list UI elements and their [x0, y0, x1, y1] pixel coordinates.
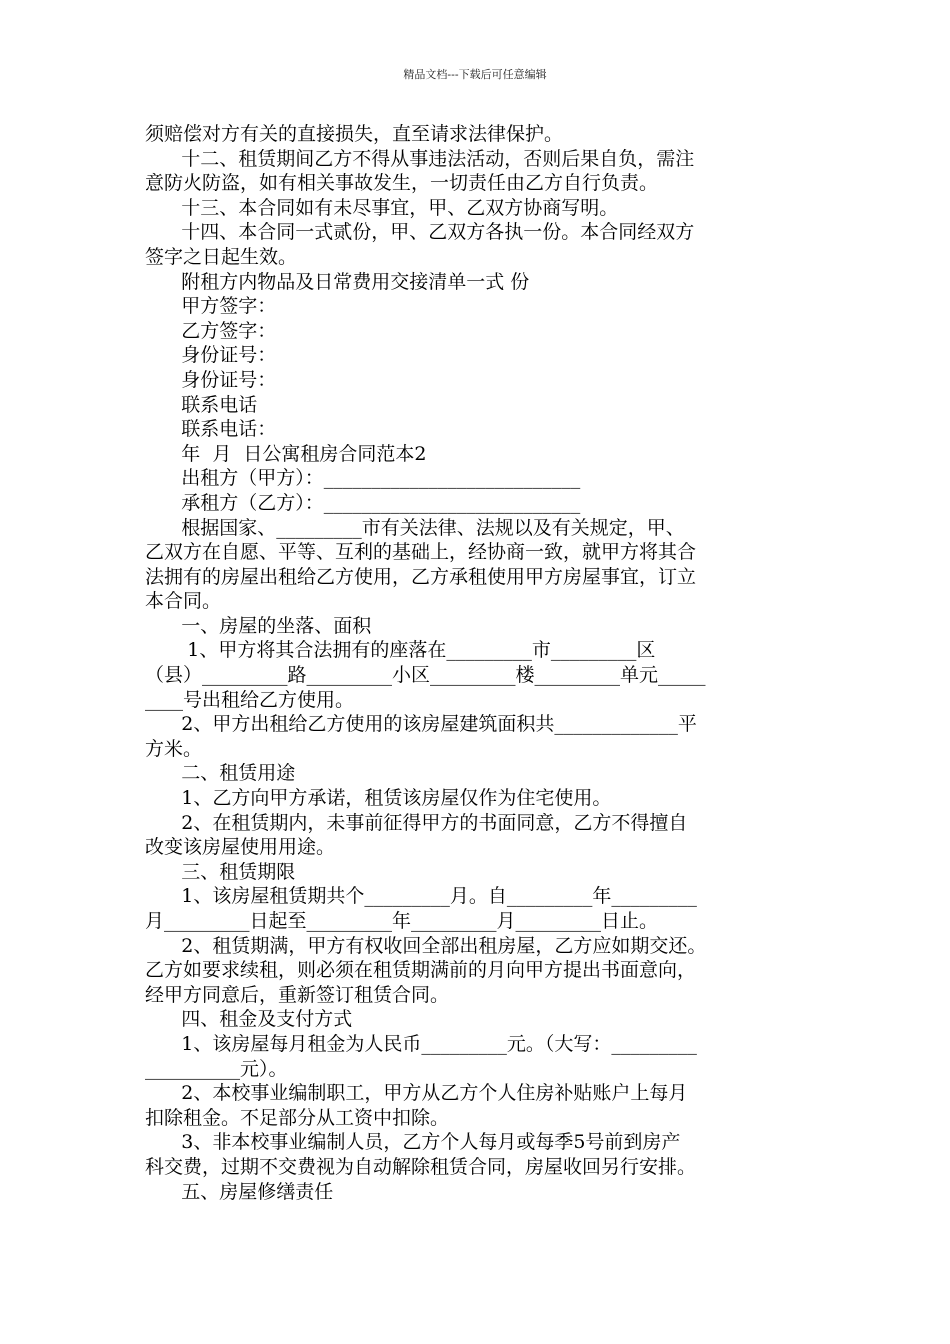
text-line: 法拥有的房屋出租给乙方使用，乙方承租使用甲方房屋事宜，订立 — [145, 565, 697, 588]
text-line: 本合同。 — [145, 590, 222, 613]
text-line: 科交费，过期不交费视为自动解除租赁合同，房屋收回另行安排。 — [145, 1155, 697, 1178]
text-line: 根据国家、_________市有关法律、法规以及有关规定，甲、 — [145, 516, 685, 539]
text-line: 五、房屋修缮责任 — [145, 1180, 334, 1203]
text-line: 联系电话 — [145, 393, 258, 416]
text-line: 意防火防盗，如有相关事故发生，一切责任由乙方自行负责。 — [145, 172, 659, 195]
text-line: 四、租金及支付方式 — [145, 1008, 353, 1031]
text-line: 十四、本合同一式贰份，甲、乙双方各执一份。本合同经双方 — [145, 221, 695, 244]
text-line: 身份证号： — [145, 344, 277, 367]
text-line: 1、乙方向甲方承诺，租赁该房屋仅作为住宅使用。 — [145, 787, 612, 810]
text-line: 经甲方同意后，重新签订租赁合同。 — [145, 983, 450, 1006]
text-line: 身份证号： — [145, 368, 277, 391]
text-line: 须赔偿对方有关的直接损失，直至请求法律保护。 — [145, 123, 564, 145]
text-line: 方米。 — [145, 737, 203, 760]
text-line: 十三、本合同如有未尽事宜，甲、乙双方协商写明。 — [145, 196, 619, 219]
text-line: ____号出租给乙方使用。 — [145, 688, 355, 711]
text-line: 乙方签字： — [145, 319, 277, 342]
text-line: 2、在租赁期内，未事前征得甲方的书面同意，乙方不得擅自 — [145, 811, 688, 834]
text-line: 改变该房屋使用用途。 — [145, 836, 336, 859]
text-line: 月_________日起至_________年_________月_________日止。 — [145, 910, 659, 932]
text-line: 乙双方在自愿、平等、互利的基础上，经协商一致，就甲方将其合 — [145, 541, 697, 564]
text-line: 甲方签字： — [145, 295, 277, 318]
text-line: 二、租赁用途 — [145, 762, 296, 785]
text-line: 2、甲方出租给乙方使用的该房屋建筑面积共_____________平 — [145, 713, 697, 736]
text-line: 年 月 日公寓租房合同范本2 — [145, 442, 427, 465]
text-line: 十二、租赁期间乙方不得从事违法活动，否则后果自负，需注 — [145, 147, 695, 170]
text-line: 一、房屋的坐落、面积 — [145, 614, 372, 637]
text-line: 签字之日起生效。 — [145, 245, 298, 268]
text-line: （县）_________路_________小区_________楼_________单元_____ — [145, 664, 706, 687]
text-line: 承租方（乙方）：___________________________ — [145, 491, 581, 514]
text-line: 乙方如要求续租，则必须在租赁期满前的月向甲方提出书面意向， — [145, 959, 697, 982]
text-line: 2、本校事业编制职工，甲方从乙方个人住房补贴账户上每月 — [145, 1082, 688, 1105]
document-body — [145, 122, 815, 1204]
text-line: 1、该房屋每月租金为人民币_________元。（大写：_________ — [145, 1032, 697, 1055]
text-line: 扣除租金。不足部分从工资中扣除。 — [145, 1106, 450, 1129]
page-header: 精品文档---下载后可任意编辑 — [403, 68, 547, 81]
text-line: 联系电话： — [145, 418, 277, 441]
text-line: 出租方（甲方）：___________________________ — [145, 467, 581, 490]
text-line: __________元）。 — [145, 1057, 288, 1080]
text-line: 三、租赁期限 — [145, 860, 296, 883]
text-line: 1、甲方将其合法拥有的座落在_________市_________区 — [145, 639, 656, 662]
text-line: 3、非本校事业编制人员，乙方个人每月或每季5号前到房产 — [145, 1131, 681, 1154]
text-line: 1、该房屋租赁期共个_________月。自_________年_________ — [145, 885, 697, 908]
text-line: 2、租赁期满，甲方有权收回全部出租房屋，乙方应如期交还。 — [145, 934, 707, 957]
text-line: 附租方内物品及日常费用交接清单一式 份 — [145, 270, 530, 293]
